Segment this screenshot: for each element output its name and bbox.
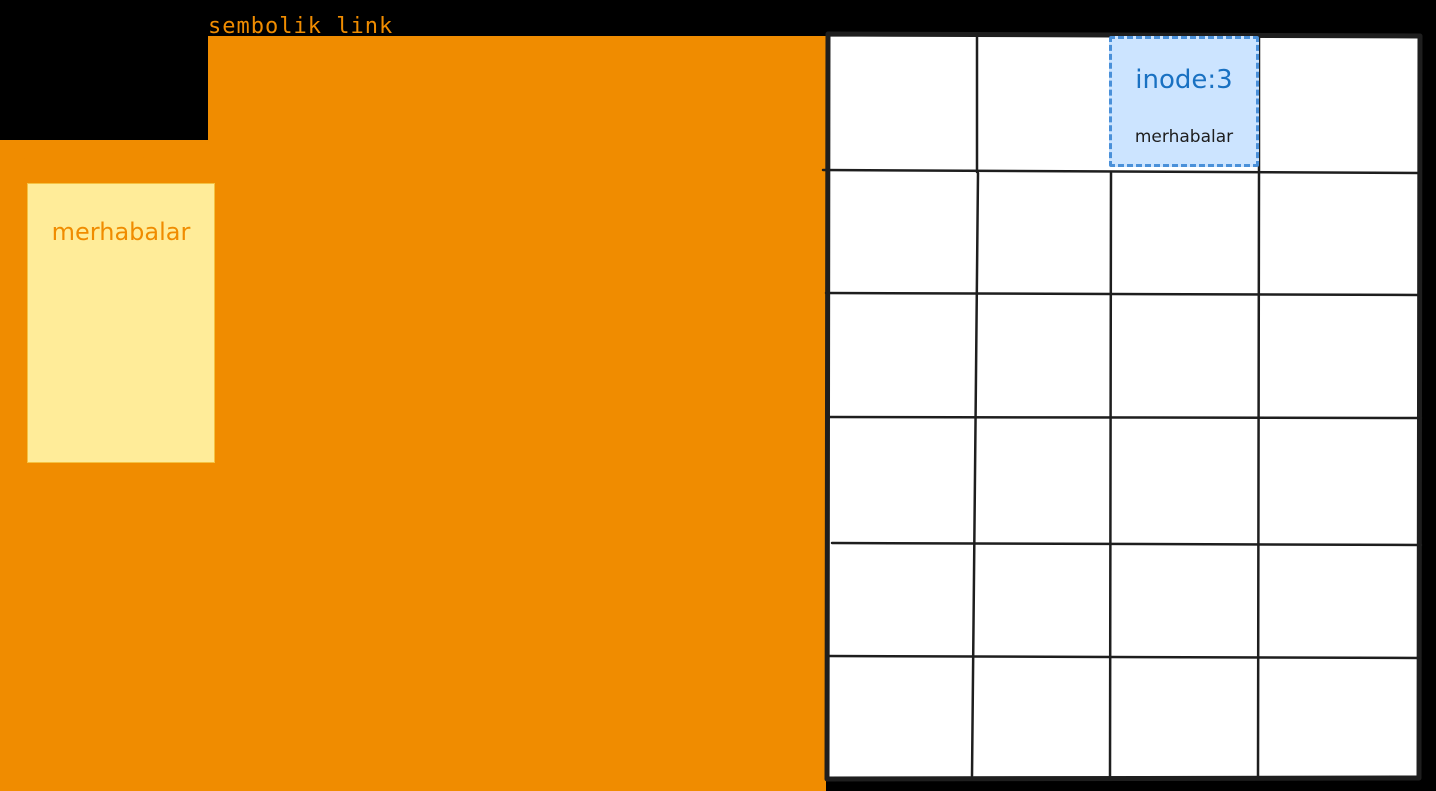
file-card-content: merhabalar: [51, 218, 191, 246]
col-line-2: [1110, 173, 1111, 776]
row-line-3: [827, 417, 1421, 418]
black-notch-top-link-gap: [100, 36, 112, 140]
symbolic-link-label: sembolik link: [208, 14, 394, 39]
file-card: [27, 183, 215, 463]
inode-block: [1109, 36, 1259, 167]
symbolic-data-label: sembolik veri: [8, 142, 194, 167]
inode-label: inode:3: [1135, 65, 1233, 95]
inode-content: merhabalar: [1134, 127, 1234, 147]
col-line-3b: [1258, 173, 1259, 776]
